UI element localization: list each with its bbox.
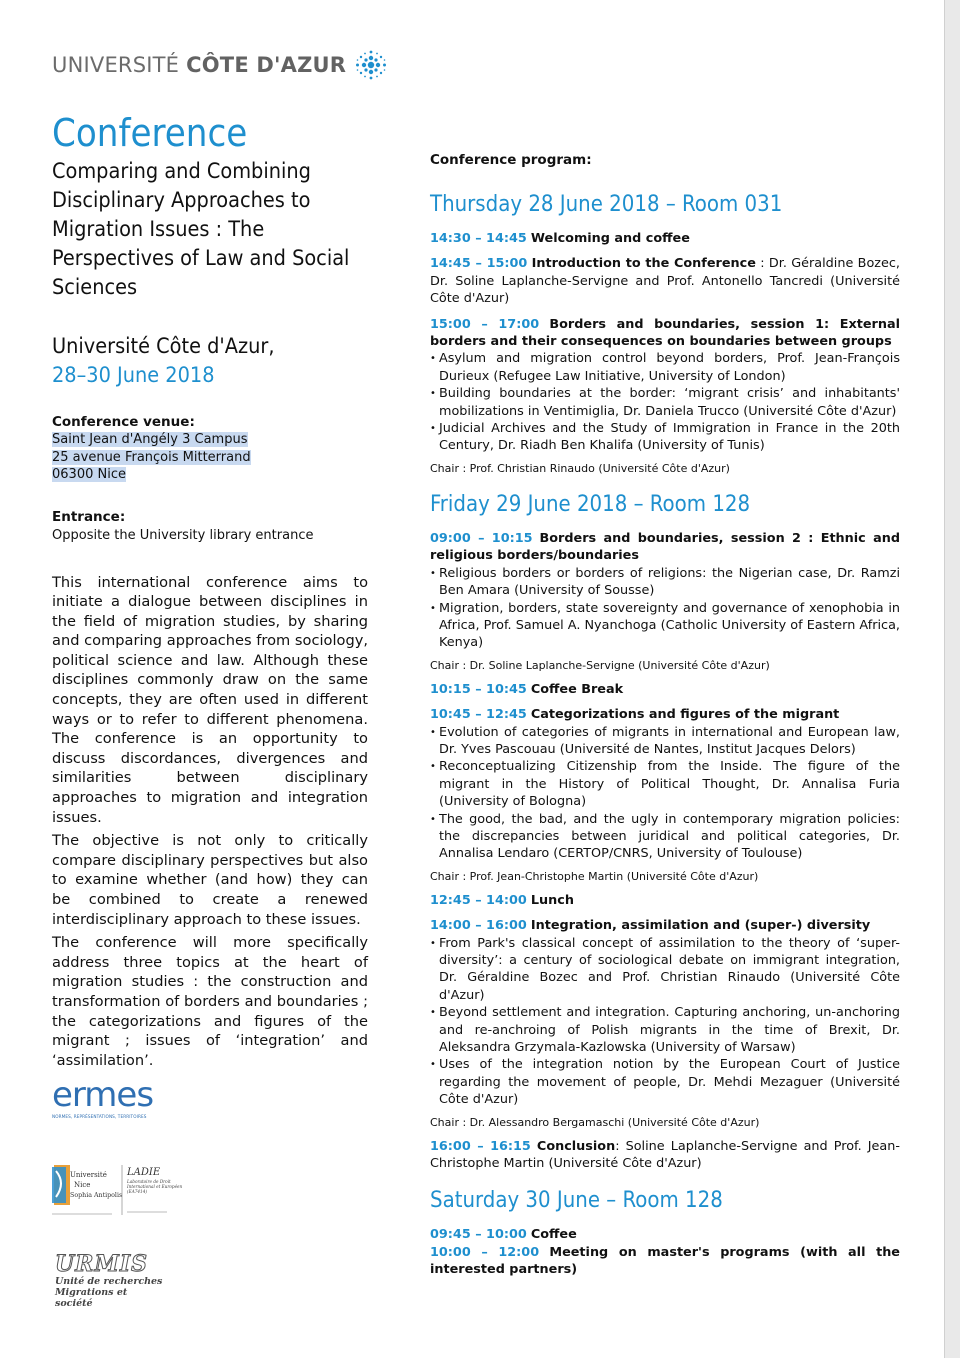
session-time: 12:45 – 14:00 [430,892,527,908]
day-heading-thursday: Thursday 28 June 2018 – Room 031 [430,192,783,217]
uns-line1: Université [70,1171,107,1179]
session-time: 10:45 – 12:45 [430,707,527,723]
venue-line [52,431,368,449]
urmis-line1: Unité de recherches [55,1276,163,1287]
session [430,316,900,351]
talk-item: • Reconceptualizing Citizenship from the Inside. The figure of the migrant in the History of Political Thought, Dr. Annalisa Furia (University of Bologna) [430,758,900,810]
session [430,917,900,934]
left-column [52,110,368,1070]
page-edge [944,0,960,1358]
dots-logo-icon [354,50,388,80]
session [430,1244,900,1279]
conference-place: Université Côte d'Azur, [52,334,275,359]
uns-line3: Sophia Antipolis [70,1192,123,1199]
day-heading-friday: Friday 29 June 2018 – Room 128 [430,491,751,517]
session-title: Integration, assimilation and (super-) diversity [530,918,871,934]
session [430,681,900,698]
ladie-code: (EA7414) [127,1189,148,1194]
session [430,230,900,247]
session-title: Introduction to the Conference [531,256,756,272]
venue-line-text: Saint Jean d'Angély 3 Campus [52,432,248,447]
conference-dates: 28–30 June 2018 [52,363,215,388]
venue-line-text: 06300 Nice [52,467,126,482]
session-time: 15:00 – 17:00 [430,316,540,332]
session-title: Borders and boundaries, session 1: External borders and their consequences on boundaries between groups [430,316,900,350]
ermes-tagline: NORMES, REPRÉSENTATIONS, TERRITOIRES [52,1114,147,1119]
brand-text-part1: UNIVERSITÉ [52,53,180,77]
talk-item: • Beyond settlement and integration. Capturing anchoring, un-anchoring and re-anchroing of Polish migrants in the time of Brexit, Dr. Aleksandra Grzymala-Kazlowska (University of Warsaw) [430,1004,900,1056]
topics-paragraph: The conference will more specifically address three topics at the heart of migration studies : the construction and transformation of borders and boundaries ; the categorizations and figures of the migrant ; issues of ‘integration’ and ‘assimilation’. [52,934,368,1069]
uns-line2: Nice [74,1181,91,1189]
session [430,1226,900,1243]
entrance-label: Entrance: [52,508,126,525]
conference-subtitle: Comparing and Combining Disciplinary Approaches to Migration Issues : The Perspectives of Law and Social Sciences [52,159,350,300]
session-time: 14:30 – 14:45 [430,231,527,246]
session [430,255,900,307]
venue-label: Conference venue: [52,414,195,430]
day-heading-saturday: Saturday 30 June – Room 128 [430,1188,723,1214]
brand-text-part2: CÔTE D'AZUR [186,53,347,77]
session-time: 14:45 – 15:00 [430,256,528,272]
talk-item: • Religious borders or borders of religions: the Nigerian case, Dr. Ramzi Ben Amara (University of Sousse) [430,565,900,600]
session-time: 10:15 – 10:45 [430,681,527,697]
talk-item: • Evolution of categories of migrants in international and European law, Dr. Yves Pascouau (Université de Nantes, Institut Jacques Delors) [430,724,900,759]
talk-item: • From Park's classical concept of assimilation to the theory of ‘super-diversity’: a century of sociological debate on immigrant integration, Dr. Géraldine Bozec and Prof. Christian Rinaudo (Université Côte d'Azur) [430,935,900,1005]
ladie-name: LADIE [127,1167,161,1178]
ermes-wordmark: ermes [52,1075,154,1115]
talk-item: • Uses of the integration notion by the European Court of Justice regarding the movement of people, Dr. Mehdi Mezaguer (Université Côte d'Azur) [430,1056,900,1108]
talk-item: • Migration, borders, state sovereignty and governance of xenophobia in Africa, Prof. Samuel A. Nyanchoga (Catholic University of Eastern Africa, Kenya) [430,600,900,652]
session-title: Lunch [530,892,574,908]
session-time: 10:00 – 12:00 [430,1244,540,1260]
talk-item: • Asylum and migration control beyond borders, Prof. Jean-François Durieux (Refugee Law Initiative, University of London) [430,350,900,385]
talk-item: • The good, the bad, and the ugly in contemporary migration policies: the discrepancies between juridical and political categories, Dr. Annalisa Lendaro (CERTOP/CNRS, University of Toulouse) [430,811,900,863]
page-title: Conference [52,111,248,155]
session [430,706,900,723]
session-speakers: : Dr. Géraldine Bozec, Dr. Soline Laplanche-Servigne and Prof. Antonello Tancredi (Université Côte d'Azur) [430,256,900,307]
ermes-logo [52,1075,172,1119]
urmis-wordmark: URMIS [55,1251,148,1277]
venue-line-text: 25 avenue François Mitterrand [52,449,251,465]
university-logo [52,50,388,80]
objective-paragraph: The objective is not only to critically compare disciplinary perspectives but also to examine whether (and how) they can be combined to create a renewed interdisciplinary approach to these issues. [52,832,368,928]
session-title: Borders and boundaries, session 2 : Ethnic and religious borders/boundaries [430,530,900,564]
intro-paragraph: This international conference aims to initiate a dialogue between disciplines in the field of migration studies, by sharing and comparing approaches from sociology, political science and law. Although these disciplines commonly draw on the same concepts, they are often used in different ways or to refer to different phenomena. The conference is an opportunity to discuss discordances, divergences and similarities between disciplinary approaches to migration and integration issues. [52,573,368,826]
program-label: Conference program: [430,152,592,168]
ladie-line1: Laboratoire de Droit [127,1179,171,1184]
session-time: 16:00 – 16:15 [430,1138,531,1154]
session-title: Coffee [530,1227,577,1243]
session-title: Coffee Break [530,681,624,697]
session-speakers: : Soline Laplanche-Servigne and Prof. Jean-Christophe Martin (Université Côte d'Azur) [430,1138,900,1172]
session [430,1138,900,1173]
session-time: 09:45 – 10:00 [430,1227,527,1243]
session-time: 09:00 – 10:15 [430,530,533,546]
session-title: Welcoming and coffee [530,231,690,246]
venue-line [52,466,368,484]
urmis-logo [55,1252,165,1309]
talk-item: • Judicial Archives and the Study of Immigration in France in the 20th Century, Dr. Riadh Ben Khalifa (University of Tunis) [430,420,900,455]
talk-item: • Building boundaries at the border: ‘migrant crisis’ and inhabitants' mobilizations in Ventimiglia, Dr. Daniela Trucco (Université Côte d'Azur) [430,385,900,420]
session-time: 14:00 – 16:00 [430,918,527,934]
venue-line [52,449,368,467]
session-chair: Chair : Dr. Soline Laplanche-Servigne (Université Côte d'Azur) [430,658,770,672]
program-column [430,150,900,1279]
session-chair: Chair : Dr. Alessandro Bergamaschi (Université Côte d'Azur) [430,1115,760,1129]
ladie-line2: International et Européen [127,1184,183,1189]
session-chair: Chair : Prof. Christian Rinaudo (Université Côte d'Azur) [430,461,730,475]
entrance-text: Opposite the University library entrance [52,527,314,543]
session [430,530,900,565]
session-title: Meeting on master's programs (with all the interested partners) [430,1244,900,1278]
session-title: Categorizations and figures of the migrant [530,707,840,723]
uns-ladie-logo [52,1163,197,1221]
session [430,892,900,909]
session-title: Conclusion [536,1138,616,1154]
urmis-line2: Migrations et société [55,1287,128,1309]
session-chair: Chair : Prof. Jean-Christophe Martin (Université Côte d'Azur) [430,869,759,883]
